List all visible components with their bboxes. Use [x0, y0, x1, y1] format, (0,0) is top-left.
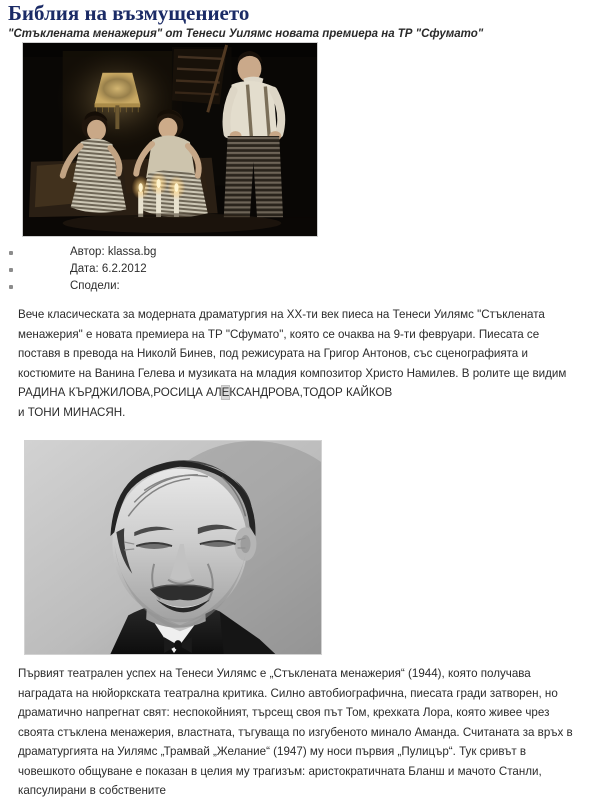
page-title: Библия на възмущението — [8, 1, 250, 25]
meta-item-share[interactable] — [0, 278, 560, 295]
article-body-bottom — [0, 664, 600, 801]
tennessee-williams-portrait — [24, 440, 322, 655]
meta-item-date — [0, 261, 560, 278]
bullet-icon — [9, 251, 13, 255]
meta-share-label: Сподели: — [70, 280, 120, 292]
portrait-photo-graphic — [25, 441, 321, 654]
meta-item-author — [0, 244, 560, 261]
meta-date-label: Дата: 6.2.2012 — [70, 263, 147, 275]
stage-production-photo — [22, 42, 318, 237]
paragraph-intro-text-b: КСАНДРОВА,ТОДОР КАЙКОВ — [229, 386, 393, 399]
selected-character[interactable]: Е — [221, 386, 230, 399]
meta-author-label: Автор: klassa.bg — [70, 246, 157, 258]
paragraph-biography: Първият театрален успех на Тенеси Уилямс е „Стъклената менажерия“ (1944), която получава наградата на нюйоркската театрална критика. Силно автобиографична, пиесата гради затворен, но драматично напрегнат свят: неспокойният, търсещ своя път Том, крехката Лора, която живее чрез своята стъклена менажерия, властната, тъгуваща по изгубеното минало Аманда. Считаната за връх в драматургията на Уилямс „Трамвай „Желание“ (1947) му носи първия „Пулицър“. Тук сривът в човешкото общуване е показан в целия му трагизъм: аристократичната Бланш и мачото Станли, капсулирани в собствените — [18, 667, 573, 797]
stage-photo-graphic — [23, 43, 317, 236]
paragraph-intro — [0, 305, 600, 403]
article-body-top — [0, 305, 600, 422]
paragraph-intro-text-a: Вече класическата за модерната драматургия на ХХ-ти век пиеса на Тенеси Уилямс "Стъклената менажерия" е новата премиера на ТР "Сфумато", която се очаква на 9-ти февруари. Пиесата се поставя в превода на Николй Бинев, под режисурата на Григор Антонов, със сценографията и костюмите на Ванина Гелева и музиката на младия композитор Христо Намилев. В ролите ще видим РАДИНА КЪРДЖИЛОВА,РОСИЦА АЛ — [18, 308, 567, 399]
article-subtitle: "Стъклената менажерия" от Тенеси Уилямс новата премиера на ТР "Сфумато" — [8, 28, 484, 40]
bullet-icon — [9, 268, 13, 272]
article-meta-list — [0, 244, 560, 295]
bullet-icon — [9, 285, 13, 289]
paragraph-intro-last-line: и ТОНИ МИНАСЯН. — [18, 405, 126, 419]
